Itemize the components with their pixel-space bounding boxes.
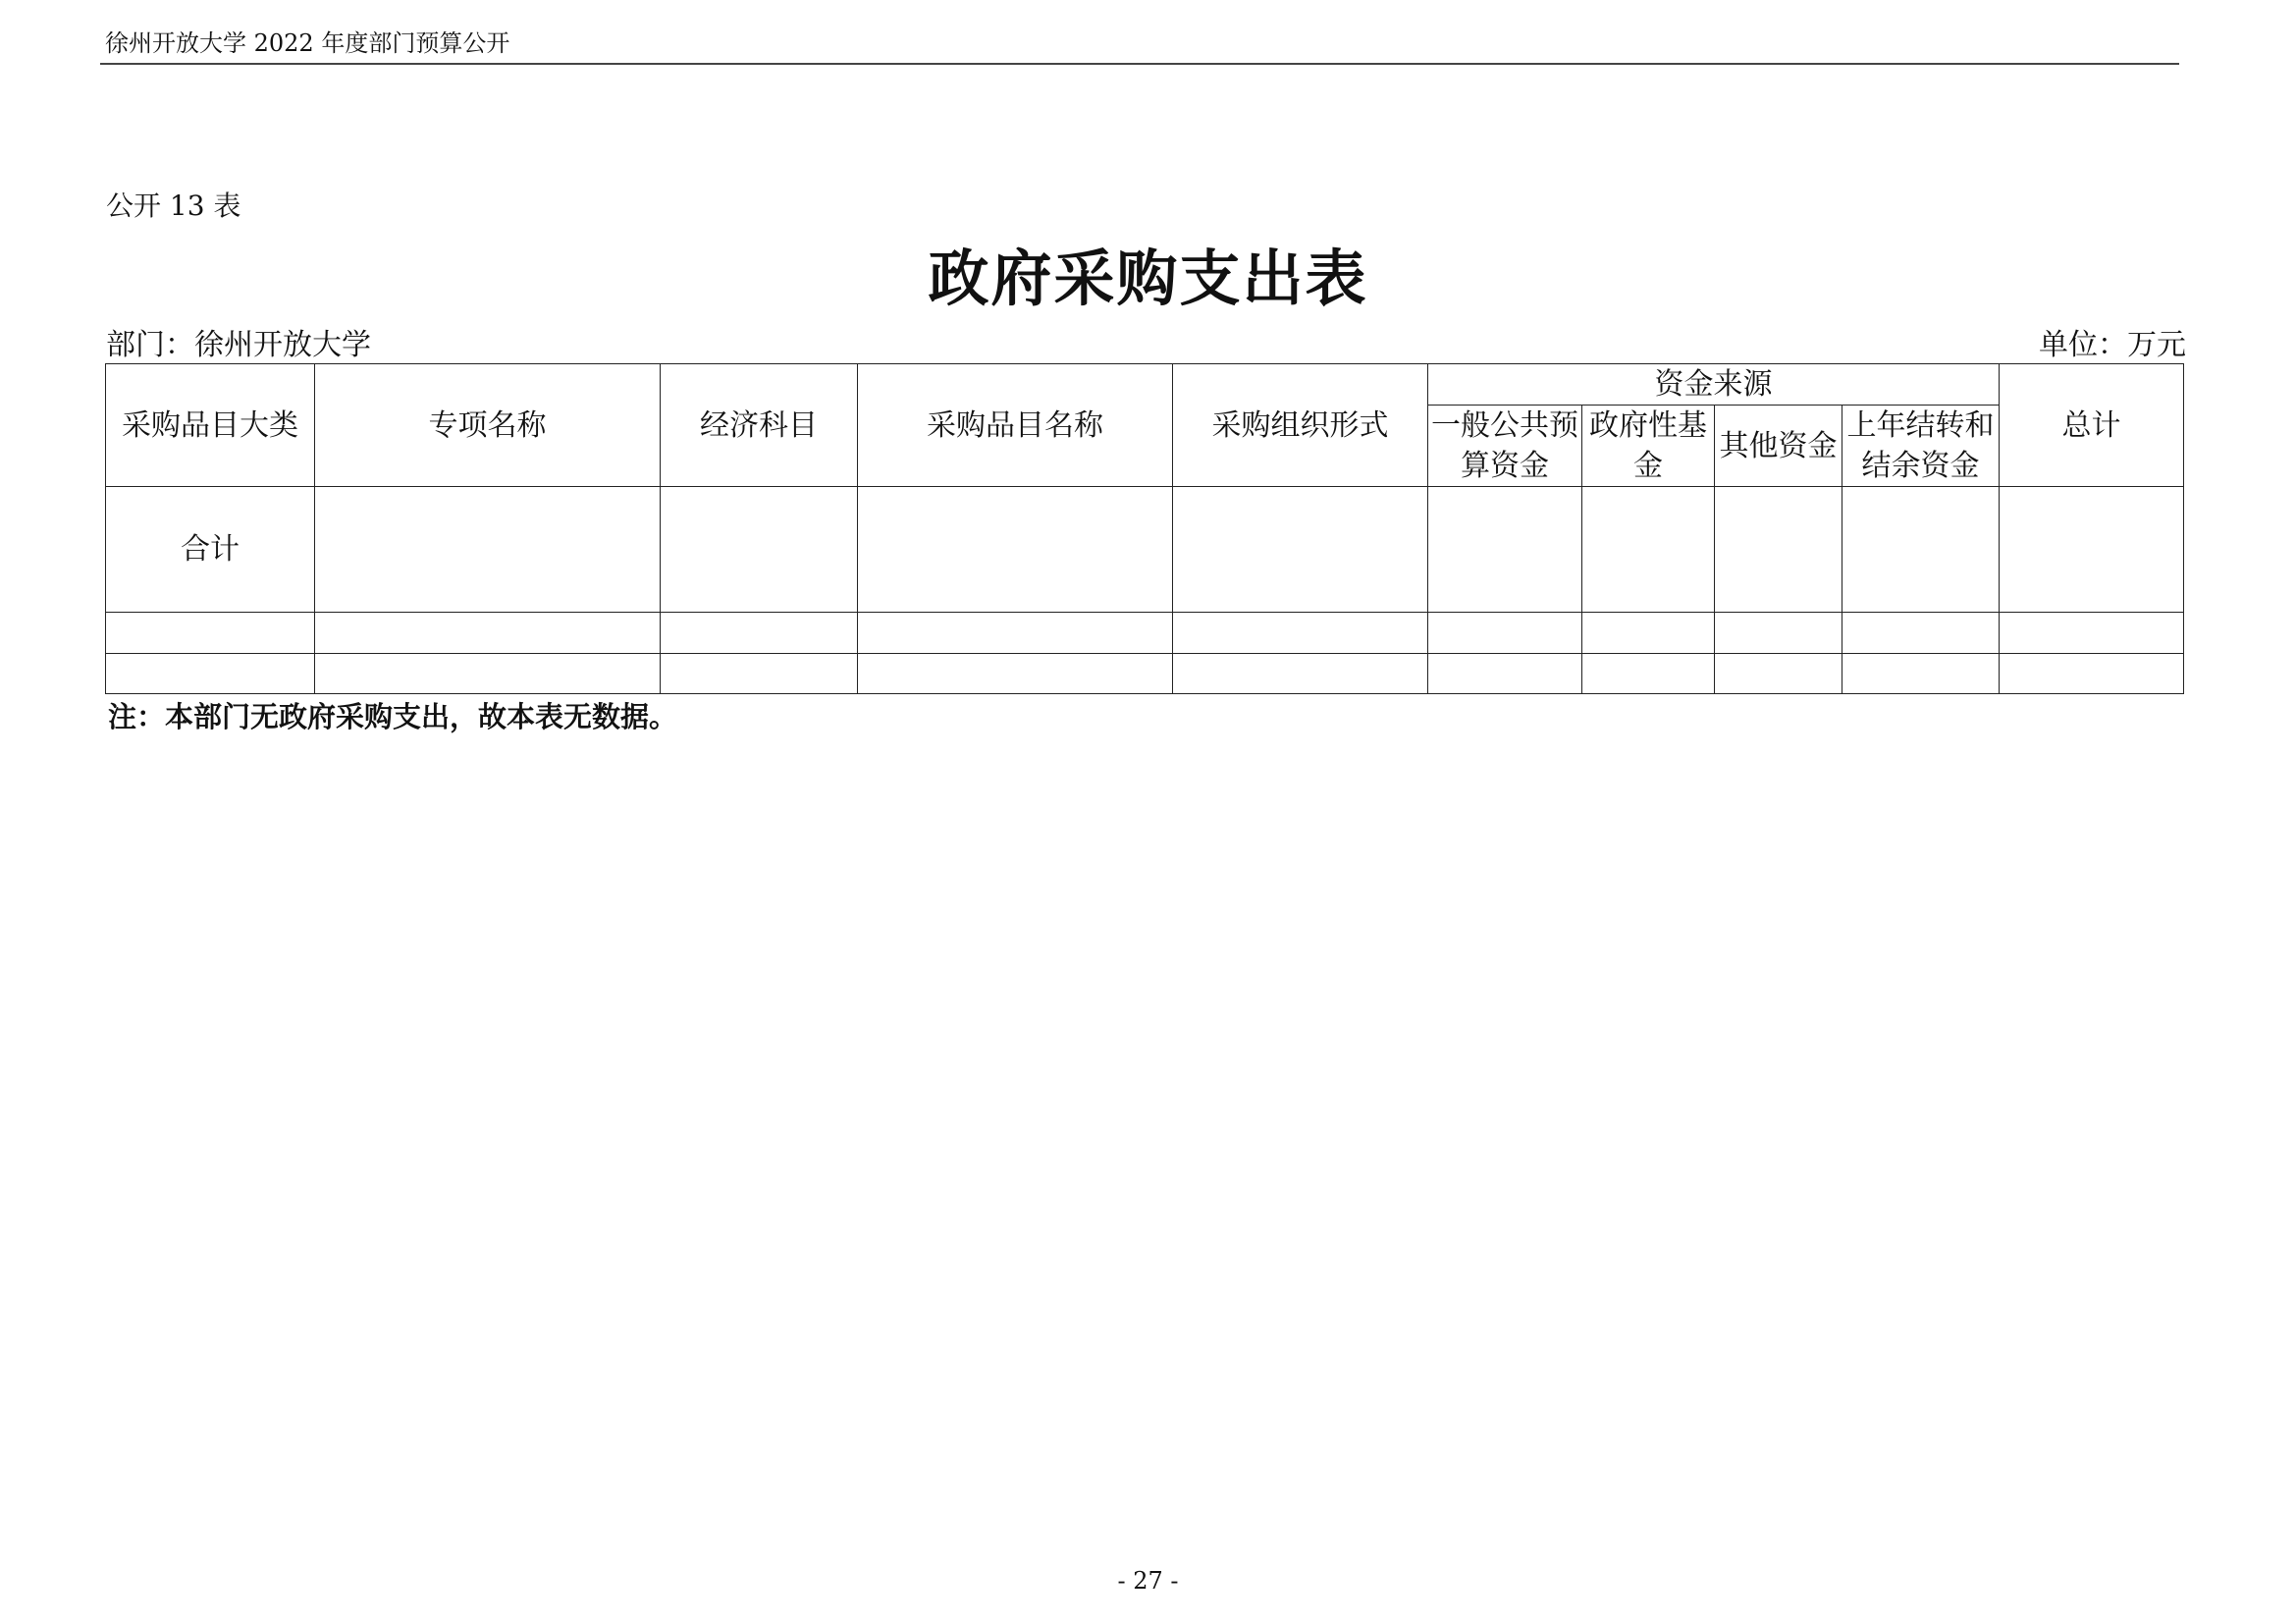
table-cell — [315, 487, 661, 613]
page-header-text: 徐州开放大学 2022 年度部门预算公开 — [105, 29, 510, 57]
table-cell — [1428, 613, 1582, 654]
header-fund-source: 资金来源 — [1428, 364, 2000, 406]
table-number: 公开 13 表 — [106, 189, 241, 222]
table-cell — [1582, 487, 1715, 613]
table-cell — [858, 613, 1173, 654]
table-cell — [315, 654, 661, 694]
table-cell — [1173, 654, 1428, 694]
procurement-table — [105, 363, 2184, 694]
table-cell — [2000, 487, 2184, 613]
table-cell — [2000, 654, 2184, 694]
header-divider — [100, 63, 2179, 65]
table-cell — [661, 487, 858, 613]
table-cell — [858, 654, 1173, 694]
table-cell — [1582, 613, 1715, 654]
table-cell — [1842, 613, 2000, 654]
table-row — [106, 613, 2184, 654]
table-cell — [1715, 613, 1842, 654]
table-cell — [1842, 487, 2000, 613]
header-other-funds: 其他资金 — [1715, 406, 1842, 487]
header-carryover — [1842, 406, 2000, 487]
table-row — [106, 487, 2184, 613]
table-cell — [858, 487, 1173, 613]
page-number: - 27 - — [1117, 1567, 1179, 1595]
table-cell — [1428, 487, 1582, 613]
table-cell — [661, 654, 858, 694]
table-cell — [1715, 654, 1842, 694]
table-cell — [315, 613, 661, 654]
table-row — [106, 654, 2184, 694]
header-carryover-line1: 上年结转和 — [1846, 408, 1995, 443]
page-title: 政府采购支出表 — [928, 243, 1368, 314]
table-cell — [1173, 613, 1428, 654]
table-cell — [1715, 487, 1842, 613]
header-gov-fund-line2: 金 — [1633, 449, 1663, 483]
table-note: 注：本部门无政府采购支出，故本表无数据。 — [108, 700, 678, 733]
header-category: 采购品目大类 — [106, 364, 315, 487]
total-row-label: 合计 — [106, 487, 315, 613]
header-carryover-line2: 结余资金 — [1861, 449, 1980, 483]
unit-label: 单位：万元 — [2039, 328, 2186, 362]
table-cell — [106, 613, 315, 654]
table-cell — [1842, 654, 2000, 694]
header-total: 总计 — [2000, 364, 2184, 487]
header-gov-fund-line1: 政府性基 — [1589, 408, 1707, 443]
table-cell — [1582, 654, 1715, 694]
table-cell — [2000, 613, 2184, 654]
department-label: 部门：徐州开放大学 — [106, 328, 371, 362]
header-general-budget — [1428, 406, 1582, 487]
header-general-budget-line2: 算资金 — [1461, 449, 1549, 483]
table-cell — [661, 613, 858, 654]
table-cell — [1428, 654, 1582, 694]
header-gov-fund — [1582, 406, 1715, 487]
header-economic-subject: 经济科目 — [661, 364, 858, 487]
header-general-budget-line1: 一般公共预 — [1431, 408, 1578, 443]
header-project-name: 专项名称 — [315, 364, 661, 487]
table-cell — [106, 654, 315, 694]
header-org-form: 采购组织形式 — [1173, 364, 1428, 487]
header-item-name: 采购品目名称 — [858, 364, 1173, 487]
table-cell — [1173, 487, 1428, 613]
